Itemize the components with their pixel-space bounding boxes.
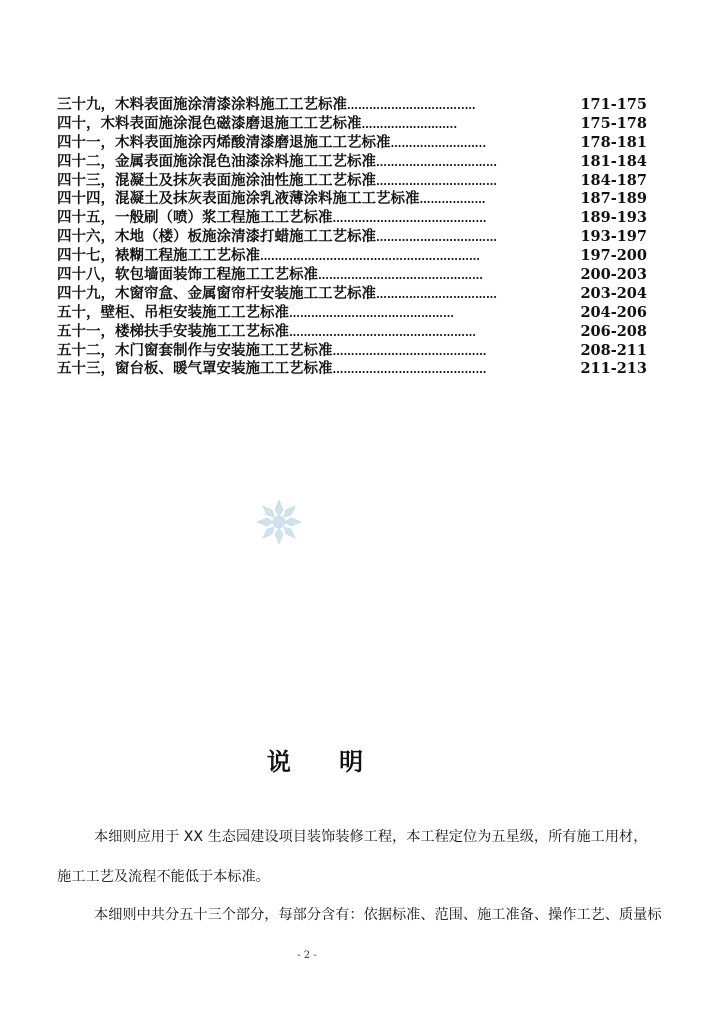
toc-entry-pages: 184-187 xyxy=(580,171,647,189)
snowflake-watermark-icon xyxy=(255,498,303,546)
toc-entry-title: 窗台板、暖气罩安装施工工艺标准 xyxy=(115,360,333,378)
toc-entry-title: 楼梯扶手安装施工工艺标准 xyxy=(115,322,289,340)
toc-entry xyxy=(57,360,647,379)
toc-entry-number: 五十， xyxy=(57,303,101,321)
toc-entry-pages: 181-184 xyxy=(580,152,647,170)
toc-entry-title: 一般刷（喷）浆工程施工工艺标准 xyxy=(115,209,333,227)
toc-entry xyxy=(57,190,647,209)
toc-entry-pages: 178-181 xyxy=(580,133,647,151)
toc-entry-number: 五十三， xyxy=(57,360,115,378)
toc-entry-number: 四十四， xyxy=(57,190,115,208)
toc-entry-leader: …………………………… xyxy=(376,231,497,245)
toc-entry-pages: 175-178 xyxy=(580,114,647,132)
toc-entry-leader: …………………………… xyxy=(376,287,497,301)
toc-entry-title: 金属表面施涂混色油漆涂料施工工艺标准 xyxy=(115,152,376,170)
toc-entry-title: 软包墙面装饰工程施工工艺标准 xyxy=(115,266,318,284)
toc-entry xyxy=(57,209,647,228)
toc-entry xyxy=(57,172,647,191)
intro-paragraph-line-2: 施工工艺及流程不能低于本标准。 xyxy=(57,869,270,885)
toc-entry-title: 木料表面施涂丙烯酸清漆磨退施工工艺标准 xyxy=(115,133,391,151)
toc-entry xyxy=(57,342,647,361)
toc-entry-pages: 204-206 xyxy=(580,303,647,321)
toc-entry-leader: …………………….. xyxy=(361,117,458,131)
toc-entry-number: 四十七， xyxy=(57,247,115,265)
structure-paragraph-line-1: 本细则中共分五十三个部分，每部分含有：依据标准、范围、施工准备、操作工艺、质量标 xyxy=(94,907,662,923)
toc-entry-leader: …………………………… xyxy=(376,174,497,188)
toc-entry-number: 四十三， xyxy=(57,171,115,189)
toc-entry-pages: 187-189 xyxy=(580,190,647,208)
toc-entry xyxy=(57,285,647,304)
toc-entry xyxy=(57,115,647,134)
toc-entry-number: 四十六， xyxy=(57,228,115,246)
toc-entry xyxy=(57,96,647,115)
toc-entry-leader: ……………………………………… xyxy=(289,306,454,320)
toc-entry-title: 木料表面施涂混色磁漆磨退施工工艺标准 xyxy=(100,114,362,132)
toc-entry-pages: 200-203 xyxy=(580,266,647,284)
toc-entry-title: 木门窗套制作与安装施工工艺标准 xyxy=(115,341,333,359)
toc-entry-leader: ……………………………………… xyxy=(318,269,483,283)
toc-entry-title: 裱糊工程施工工艺标准 xyxy=(115,247,260,265)
toc-entry-leader: …………………………..… xyxy=(347,99,476,112)
toc-entry-number: 四十一， xyxy=(57,133,115,151)
toc-entry-number: 四十， xyxy=(57,114,101,132)
toc-entry-title: 混凝土及抹灰表面施涂油性施工工艺标准 xyxy=(115,171,376,189)
toc-entry-pages: 208-211 xyxy=(580,341,647,359)
toc-entry-pages: 193-197 xyxy=(580,228,647,246)
toc-entry-number: 五十二， xyxy=(57,341,115,359)
toc-entry-number: 四十八， xyxy=(57,266,115,284)
toc-entry-leader: …………………………………………………… xyxy=(260,250,480,264)
toc-entry xyxy=(57,247,647,266)
toc-entry xyxy=(57,153,647,172)
toc-entry-title: 壁柜、吊柜安装施工工艺标准 xyxy=(100,303,289,321)
toc-entry-leader: …………………………… xyxy=(376,155,497,169)
toc-entry-title: 木窗帘盒、金属窗帘杆安装施工工艺标准 xyxy=(115,284,376,302)
toc-entry-pages: 197-200 xyxy=(580,247,647,265)
toc-entry-number: 四十九， xyxy=(57,284,115,302)
toc-entry-leader: …………………….. xyxy=(390,136,487,150)
toc-entry-leader: …………………………………… xyxy=(332,212,487,226)
toc-entry-pages: 189-193 xyxy=(580,209,647,227)
toc-entry-number: 四十二， xyxy=(57,152,115,170)
toc-entry-title: 混凝土及抹灰表面施涂乳液薄涂料施工工艺标准 xyxy=(115,190,420,208)
toc-entry-number: 五十一， xyxy=(57,322,115,340)
toc-entry-leader: …………………………………… xyxy=(332,344,487,358)
toc-entry-number: 三十九， xyxy=(57,96,115,113)
toc-entry-title: 木料表面施涂清漆涂料施工工艺标准 xyxy=(115,96,347,113)
toc-entry xyxy=(57,134,647,153)
toc-entry xyxy=(57,323,647,342)
toc-entry-pages: 206-208 xyxy=(580,322,647,340)
toc-entry xyxy=(57,228,647,247)
intro-paragraph-line-1: 本细则应用于 XX 生态园建设项目装饰装修工程，本工程定位为五星级，所有施工用材， xyxy=(94,829,648,845)
toc-entry-title: 木地（楼）板施涂清漆打蜡施工工艺标准 xyxy=(115,228,376,246)
toc-entry-pages: 211-213 xyxy=(580,360,647,378)
toc-entry-number: 四十五， xyxy=(57,209,115,227)
section-heading: 说 明 xyxy=(266,748,384,776)
toc-entry-leader: …………………………………………… xyxy=(289,325,476,339)
toc-entry-leader: ……………… xyxy=(419,193,486,207)
table-of-contents xyxy=(57,96,647,379)
toc-entry xyxy=(57,266,647,285)
toc-entry-leader: …………………………………… xyxy=(332,363,487,377)
toc-entry-pages: 171-175 xyxy=(580,96,647,113)
page-number: - 2 - xyxy=(297,950,317,961)
toc-entry-pages: 203-204 xyxy=(580,284,647,302)
toc-entry xyxy=(57,304,647,323)
